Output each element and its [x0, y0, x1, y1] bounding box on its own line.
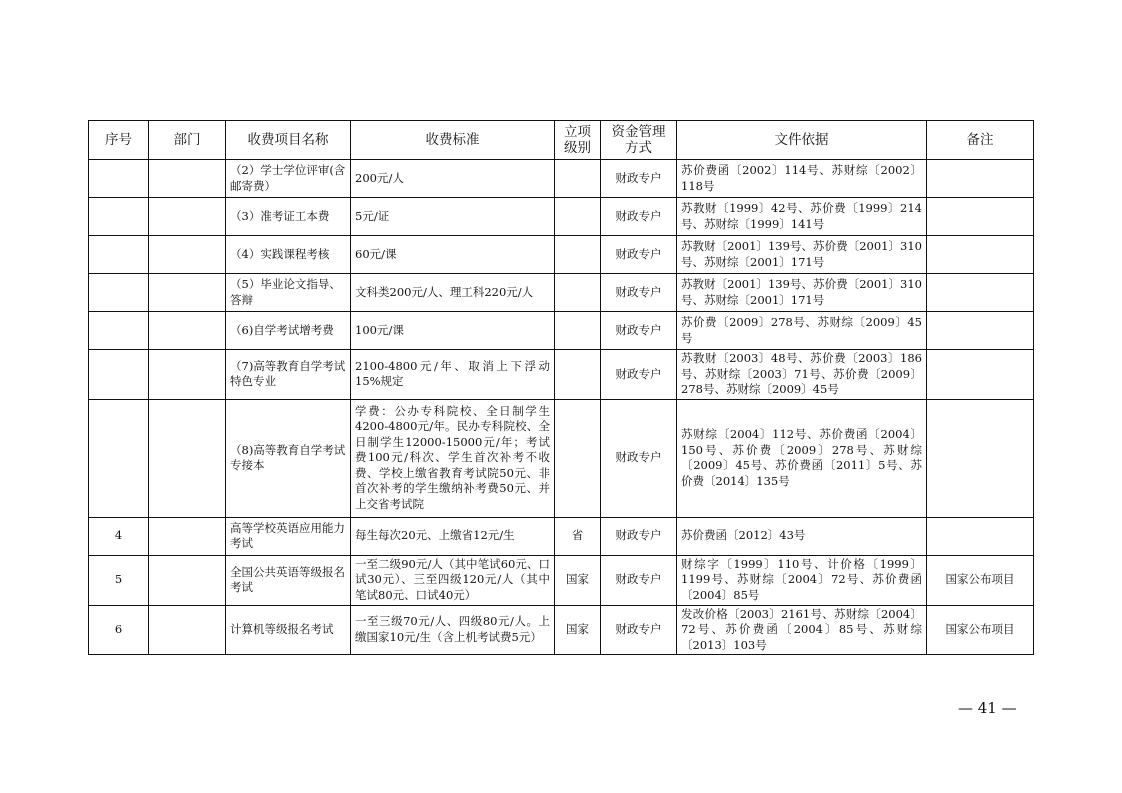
cell-level	[555, 198, 601, 236]
cell-item: （2）学士学位评审(含邮寄费）	[226, 160, 351, 198]
cell-basis: 苏价费函〔2002〕114号、苏财综〔2002〕118号	[677, 160, 927, 198]
header-level: 立项级别	[555, 121, 601, 160]
header-standard: 收费标准	[351, 121, 555, 160]
cell-fund: 财政专户	[601, 274, 677, 312]
cell-item: 计算机等级报名考试	[226, 605, 351, 655]
header-fund: 资金管理方式	[601, 121, 677, 160]
cell-basis: 发改价格〔2003〕2161号、苏财综〔2004〕72号、苏价费函〔2004〕85号、苏财综〔2013〕103号	[677, 605, 927, 655]
table-row	[89, 517, 1034, 555]
cell-level	[555, 350, 601, 400]
cell-level: 国家	[555, 555, 601, 605]
header-row	[89, 121, 1034, 160]
cell-basis: 苏财综〔2004〕112号、苏价费函〔2004〕150号、苏价费〔2009〕278号、苏财综〔2009〕45号、苏价费函〔2011〕5号、苏价费〔2014〕135号	[677, 399, 927, 517]
cell-remark	[927, 517, 1034, 555]
cell-seq	[89, 312, 149, 350]
header-remark: 备注	[927, 121, 1034, 160]
cell-item: （8)高等教育自学考试专接本	[226, 399, 351, 517]
page-number: — 41 —	[958, 699, 1017, 717]
cell-fund: 财政专户	[601, 236, 677, 274]
cell-dept	[149, 399, 226, 517]
table-row	[89, 198, 1034, 236]
cell-remark	[927, 350, 1034, 400]
cell-standard: 60元/课	[351, 236, 555, 274]
cell-item: （3）准考证工本费	[226, 198, 351, 236]
table-row	[89, 350, 1034, 400]
cell-level: 省	[555, 517, 601, 555]
cell-remark	[927, 312, 1034, 350]
cell-item: （4）实践课程考核	[226, 236, 351, 274]
cell-dept	[149, 555, 226, 605]
cell-standard: 学费：公办专科院校、全日制学生4200-4800元/年。民办专科院校、全日制学生12000-15000元/年；考试费100元/科次、学生首次补考不收费、学校上缴省教育考试院50元、非首次补考的学生缴纳补考费50元、并上交省考试院	[351, 399, 555, 517]
table-row	[89, 160, 1034, 198]
cell-level	[555, 160, 601, 198]
cell-fund: 财政专户	[601, 312, 677, 350]
cell-dept	[149, 350, 226, 400]
cell-level	[555, 399, 601, 517]
cell-seq	[89, 399, 149, 517]
cell-standard: 一至三级70元/人、四级80元/人。上缴国家10元/生（含上机考试费5元）	[351, 605, 555, 655]
cell-dept	[149, 517, 226, 555]
cell-seq	[89, 350, 149, 400]
cell-seq	[89, 236, 149, 274]
cell-dept	[149, 605, 226, 655]
cell-standard: 一至二级90元/人（其中笔试60元、口试30元）、三至四级120元/人（其中笔试80元、口试40元）	[351, 555, 555, 605]
cell-basis: 财综字〔1999〕110号、计价格〔1999〕1199号、苏财综〔2004〕72号、苏价费函〔2004〕85号	[677, 555, 927, 605]
cell-basis: 苏教财〔2003〕48号、苏价费〔2003〕186号、苏财综〔2003〕71号、苏价费〔2009〕278号、苏财综〔2009〕45号	[677, 350, 927, 400]
cell-level	[555, 312, 601, 350]
cell-standard: 200元/人	[351, 160, 555, 198]
cell-fund: 财政专户	[601, 160, 677, 198]
cell-remark: 国家公布项目	[927, 605, 1034, 655]
cell-item: 高等学校英语应用能力考试	[226, 517, 351, 555]
cell-fund: 财政专户	[601, 198, 677, 236]
cell-seq: 4	[89, 517, 149, 555]
cell-remark	[927, 236, 1034, 274]
cell-fund: 财政专户	[601, 350, 677, 400]
cell-level: 国家	[555, 605, 601, 655]
cell-remark: 国家公布项目	[927, 555, 1034, 605]
cell-basis: 苏价费函〔2012〕43号	[677, 517, 927, 555]
cell-fund: 财政专户	[601, 605, 677, 655]
cell-item: （7)高等教育自学考试特色专业	[226, 350, 351, 400]
cell-standard: 文科类200元/人、理工科220元/人	[351, 274, 555, 312]
cell-dept	[149, 160, 226, 198]
cell-seq	[89, 274, 149, 312]
cell-standard: 每生每次20元、上缴省12元/生	[351, 517, 555, 555]
cell-item: 全国公共英语等级报名考试	[226, 555, 351, 605]
cell-remark	[927, 399, 1034, 517]
cell-basis: 苏教财〔2001〕139号、苏价费〔2001〕310号、苏财综〔2001〕171号	[677, 236, 927, 274]
cell-dept	[149, 274, 226, 312]
cell-seq	[89, 198, 149, 236]
header-basis: 文件依据	[677, 121, 927, 160]
cell-remark	[927, 160, 1034, 198]
cell-seq	[89, 160, 149, 198]
table-row	[89, 236, 1034, 274]
table-row	[89, 274, 1034, 312]
fee-table	[88, 120, 1034, 655]
table-row	[89, 312, 1034, 350]
cell-dept	[149, 198, 226, 236]
cell-dept	[149, 236, 226, 274]
header-seq: 序号	[89, 121, 149, 160]
cell-item: （6)自学考试增考费	[226, 312, 351, 350]
table-row	[89, 555, 1034, 605]
cell-basis: 苏价费〔2009〕278号、苏财综〔2009〕45号	[677, 312, 927, 350]
cell-seq: 5	[89, 555, 149, 605]
cell-level	[555, 236, 601, 274]
cell-fund: 财政专户	[601, 399, 677, 517]
cell-item: （5）毕业论文指导、答辩	[226, 274, 351, 312]
cell-remark	[927, 274, 1034, 312]
cell-seq: 6	[89, 605, 149, 655]
table-row	[89, 399, 1034, 517]
cell-basis: 苏教财〔1999〕42号、苏价费〔1999〕214号、苏财综〔1999〕141号	[677, 198, 927, 236]
cell-remark	[927, 198, 1034, 236]
cell-standard: 2100-4800元/年、取消上下浮动15%规定	[351, 350, 555, 400]
header-item: 收费项目名称	[226, 121, 351, 160]
cell-fund: 财政专户	[601, 517, 677, 555]
cell-fund: 财政专户	[601, 555, 677, 605]
header-dept: 部门	[149, 121, 226, 160]
cell-level	[555, 274, 601, 312]
cell-standard: 100元/课	[351, 312, 555, 350]
table-row	[89, 605, 1034, 655]
cell-dept	[149, 312, 226, 350]
cell-basis: 苏教财〔2001〕139号、苏价费〔2001〕310号、苏财综〔2001〕171号	[677, 274, 927, 312]
cell-standard: 5元/证	[351, 198, 555, 236]
